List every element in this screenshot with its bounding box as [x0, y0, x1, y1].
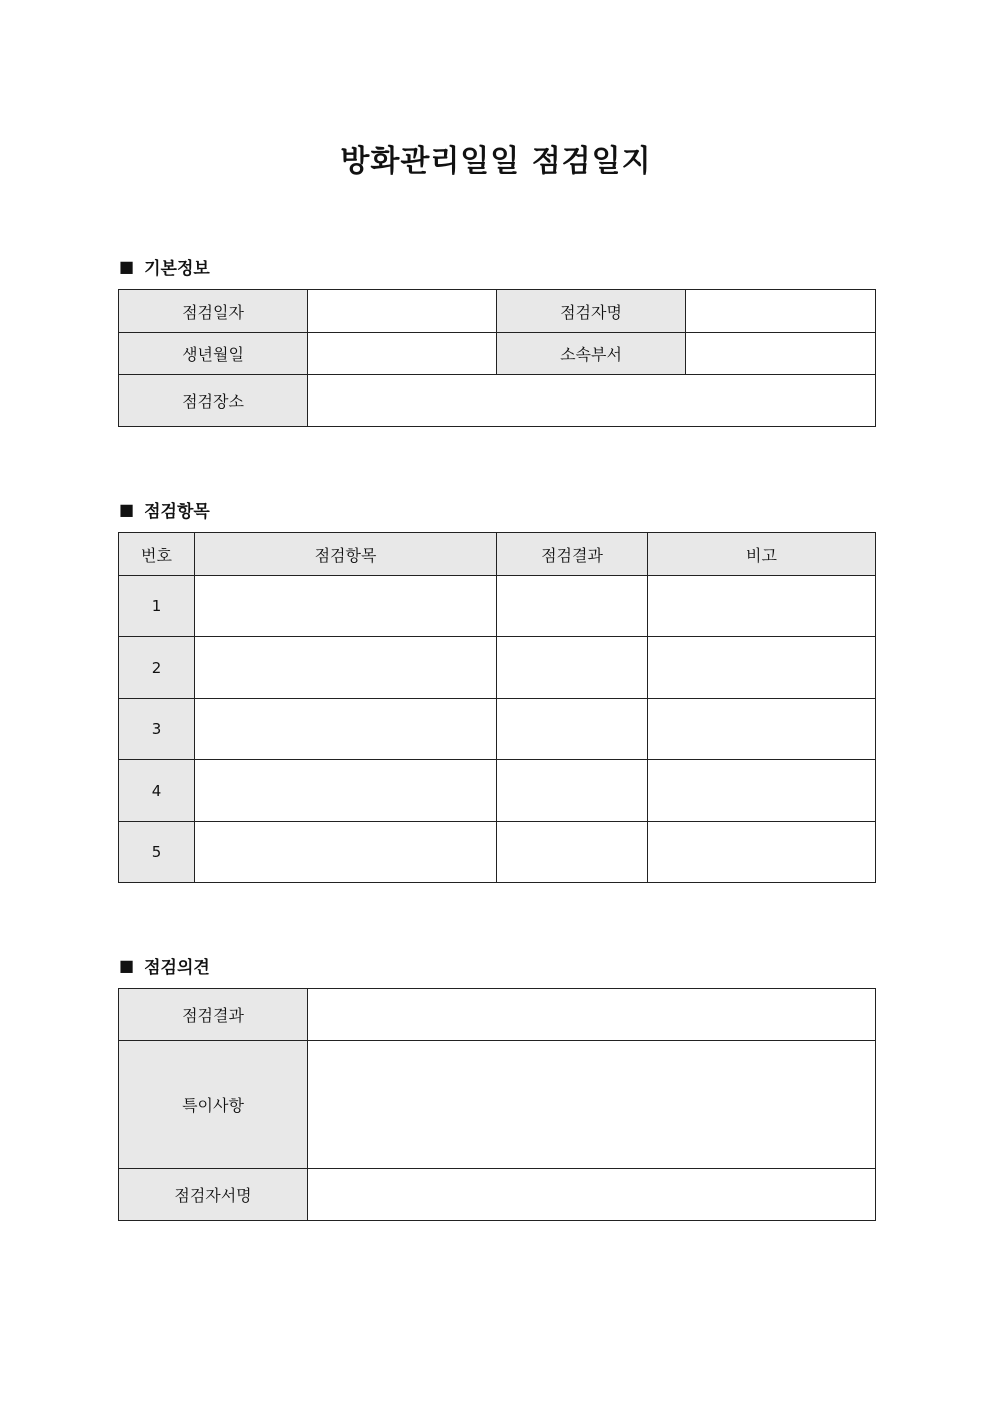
section-heading-opinion [119, 953, 210, 978]
field-note[interactable] [648, 699, 876, 760]
field-inspection-result[interactable] [308, 989, 876, 1041]
table-row [119, 760, 876, 822]
row-number: 3 [119, 699, 195, 760]
field-result[interactable] [497, 822, 648, 883]
page-title: 방화관리일일 점검일지 [340, 144, 652, 179]
row-number: 1 [119, 576, 195, 637]
label-signature: 점검자서명 [119, 1169, 308, 1221]
section-title: 점검의견 [144, 958, 210, 978]
field-item[interactable] [195, 637, 497, 699]
header-item: 점검항목 [195, 533, 497, 576]
field-item[interactable] [195, 699, 497, 760]
field-note[interactable] [648, 760, 876, 822]
section-heading-items [119, 497, 210, 522]
field-inspection-date[interactable] [308, 290, 497, 333]
field-inspection-place[interactable] [308, 375, 876, 427]
header-result: 점검결과 [497, 533, 648, 576]
label-inspection-date: 점검일자 [119, 290, 308, 333]
field-result[interactable] [497, 760, 648, 822]
row-number: 5 [119, 822, 195, 883]
header-note: 비고 [648, 533, 876, 576]
field-inspector-name[interactable] [686, 290, 876, 333]
label-inspector-name: 점검자명 [497, 290, 686, 333]
field-department[interactable] [686, 333, 876, 375]
section-title: 점검항목 [144, 502, 210, 522]
square-bullet-icon: ■ [119, 257, 135, 276]
table-row [119, 576, 876, 637]
label-inspection-result: 점검결과 [119, 989, 308, 1041]
field-note[interactable] [648, 822, 876, 883]
section-heading-basic-info [119, 254, 210, 279]
field-birth-date[interactable] [308, 333, 497, 375]
field-result[interactable] [497, 699, 648, 760]
table-row [119, 637, 876, 699]
square-bullet-icon: ■ [119, 956, 135, 975]
label-remarks: 특이사항 [119, 1041, 308, 1169]
table-row [119, 699, 876, 760]
field-note[interactable] [648, 637, 876, 699]
table-row [119, 822, 876, 883]
section-title: 기본정보 [144, 259, 210, 279]
field-item[interactable] [195, 760, 497, 822]
opinion-table [118, 988, 876, 1221]
field-result[interactable] [497, 637, 648, 699]
field-item[interactable] [195, 822, 497, 883]
field-signature[interactable] [308, 1169, 876, 1221]
row-number: 4 [119, 760, 195, 822]
label-inspection-place: 점검장소 [119, 375, 308, 427]
field-note[interactable] [648, 576, 876, 637]
field-remarks[interactable] [308, 1041, 876, 1169]
inspection-items-table [118, 532, 876, 883]
header-number: 번호 [119, 533, 195, 576]
row-number: 2 [119, 637, 195, 699]
basic-info-table [118, 289, 876, 427]
label-birth-date: 생년월일 [119, 333, 308, 375]
label-department: 소속부서 [497, 333, 686, 375]
square-bullet-icon: ■ [119, 500, 135, 519]
field-item[interactable] [195, 576, 497, 637]
field-result[interactable] [497, 576, 648, 637]
